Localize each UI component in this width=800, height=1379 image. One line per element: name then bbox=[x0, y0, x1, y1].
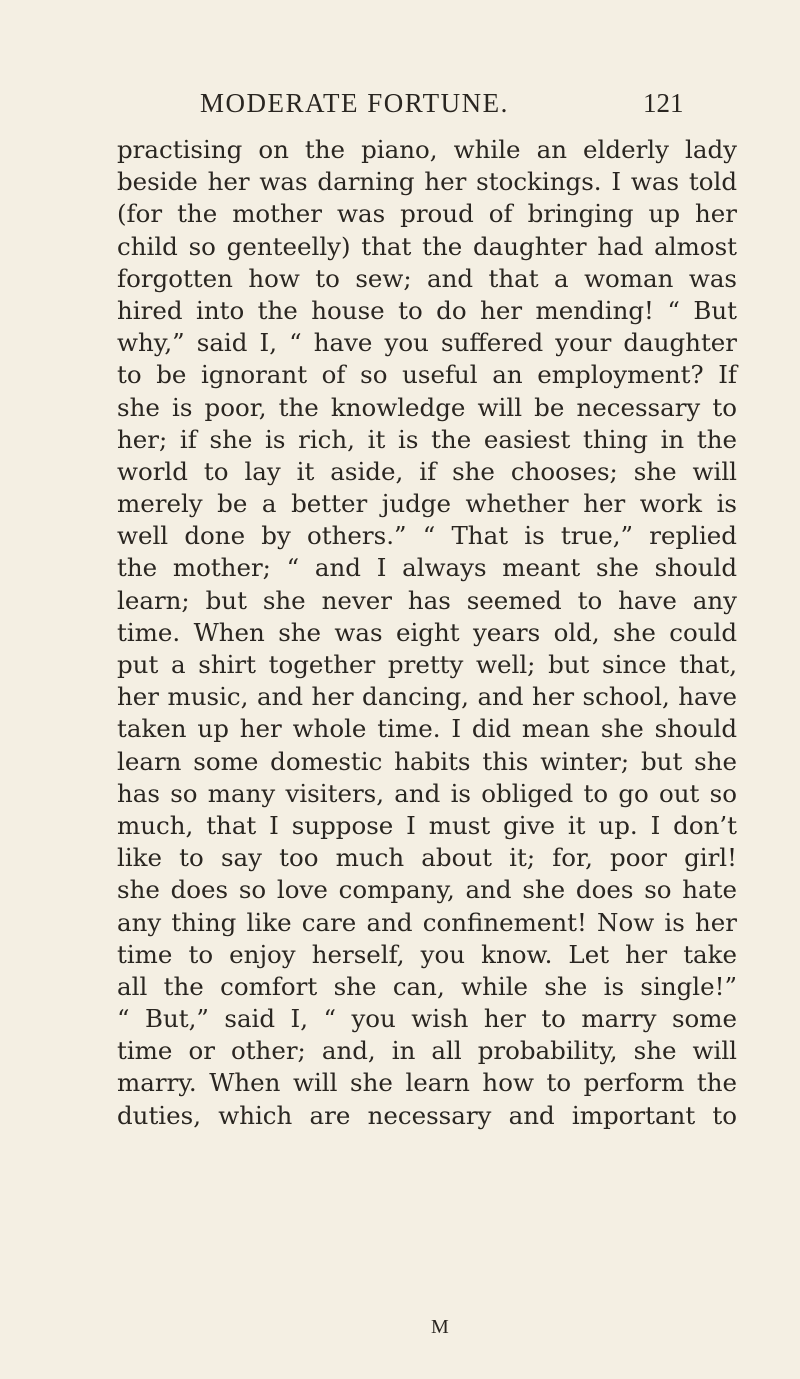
text-line: why,” said I, “ have you suffered your daughter bbox=[117, 328, 737, 358]
text-line: practising on the piano, while an elderly lady bbox=[117, 135, 737, 164]
text-line: time to enjoy herself, you know. Let her take bbox=[117, 939, 737, 969]
body-text bbox=[117, 134, 737, 1132]
running-head: MODERATE FORTUNE. bbox=[200, 88, 509, 118]
text-line: she is poor, the knowledge will be necessary to bbox=[117, 392, 737, 422]
text-line: time. When she was eight years old, she could bbox=[117, 617, 737, 647]
text-line: merely be a better judge whether her work is bbox=[117, 489, 737, 519]
text-line: (for the mother was proud of bringing up her bbox=[117, 199, 737, 229]
text-line: any thing like care and confinement! Now is her bbox=[117, 907, 737, 937]
text-line: hired into the house to do her mending! “ But bbox=[117, 295, 737, 325]
text-line: like to say too much about it; for, poor girl! bbox=[117, 843, 737, 873]
text-line: child so genteelly) that the daughter had almost bbox=[117, 231, 737, 261]
text-line: taken up her whole time. I did mean she should bbox=[117, 714, 737, 744]
text-line: has so many visiters, and is obliged to go out so bbox=[117, 778, 737, 808]
text-line: all the comfort she can, while she is single!” bbox=[117, 971, 737, 1001]
text-line: “ But,” said I, “ you wish her to marry some bbox=[117, 1004, 737, 1034]
text-line: time or other; and, in all probability, she will bbox=[117, 1036, 737, 1066]
text-line: put a shirt together pretty well; but since that, bbox=[117, 650, 737, 679]
signature-mark: M bbox=[431, 1316, 449, 1338]
text-line: well done by others.” “ That is true,” replied bbox=[117, 521, 737, 551]
text-line: she does so love company, and she does so hate bbox=[117, 875, 737, 905]
page-number: 121 bbox=[643, 88, 684, 118]
text-line: forgotten how to sew; and that a woman was bbox=[117, 263, 737, 293]
text-line: her; if she is rich, it is the easiest thing in the bbox=[117, 424, 737, 454]
text-line: duties, which are necessary and important to bbox=[117, 1100, 737, 1130]
text-line: much, that I suppose I must give it up. I don’t bbox=[117, 810, 737, 840]
text-line: beside her was darning her stockings. I was told bbox=[117, 167, 737, 197]
text-line: learn; but she never has seemed to have any bbox=[117, 585, 737, 615]
text-line: learn some domestic habits this winter; but she bbox=[117, 746, 737, 776]
text-line: the mother; “ and I always meant she should bbox=[117, 553, 737, 583]
text-line: to be ignorant of so useful an employment? If bbox=[117, 360, 737, 390]
text-line: world to lay it aside, if she chooses; she will bbox=[117, 456, 737, 486]
text-line: marry. When will she learn how to perform the bbox=[117, 1068, 737, 1098]
text-line: her music, and her dancing, and her school, have bbox=[117, 682, 737, 712]
